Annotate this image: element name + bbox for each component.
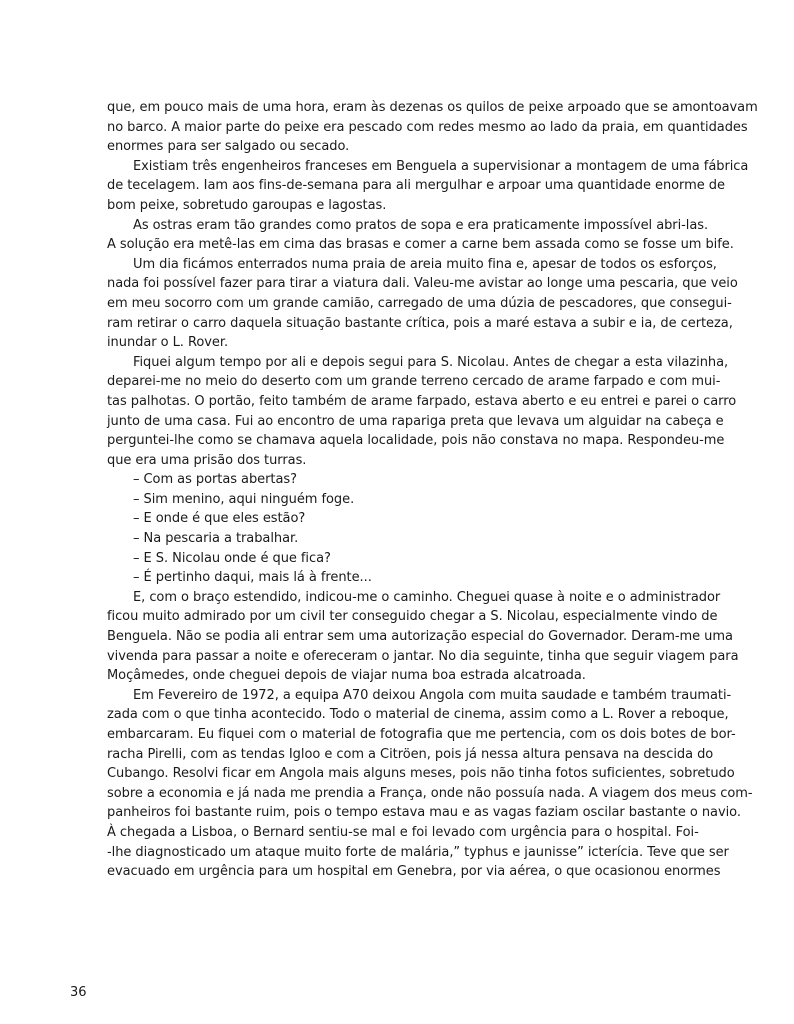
text-line: vivenda para passar a noite e ofereceram o jantar. No dia seguinte, tinha que seguir viagem para [107,648,739,664]
text-line: – Com as portas abertas? [133,472,297,488]
page-number: 36 [70,985,87,1000]
page-body-text [107,98,758,882]
text-line: embarcaram. Eu fiquei com o material de fotografia que me pertencia, com os dois botes de bor- [107,727,736,742]
text-line: Fiquei algum tempo por ali e depois segui para S. Nicolau. Antes de chegar a esta vilazinha, [133,354,729,370]
text-line: zada com o que tinha acontecido. Todo o material de cinema, assim como a L. Rover a reboque, [107,707,729,723]
text-line: panheiros foi bastante ruim, pois o tempo estava mau e as vagas faziam oscilar bastante o navio. [107,805,741,821]
text-line: tas palhotas. O portão, feito também de arame farpado, estava aberto e eu entrei e parei o carro [107,393,737,409]
text-line: -lhe diagnosticado um ataque muito forte de malária,” typhus e jaunisse” icterícia. Teve que ser [107,844,729,860]
text-line: ficou muito admirado por um civil ter conseguido chegar a S. Nicolau, especialmente vindo de [107,609,718,625]
text-line: Um dia ficámos enterrados numa praia de areia muito fina e, apesar de todos os esforços, [133,256,717,272]
text-line: em meu socorro com um grande camião, carregado de uma dúzia de pescadores, que consegui- [107,295,732,311]
text-line: que era uma prisão dos turras. [107,452,307,468]
text-line: As ostras eram tão grandes como pratos de sopa e era praticamente impossível abri-las. [133,217,709,233]
text-line: junto de uma casa. Fui ao encontro de uma rapariga preta que levava um alguidar na cabeça e [107,413,724,429]
text-line: racha Pirelli, com as tendas Igloo e com a Citröen, pois já nessa altura pensava na descida do [107,746,714,762]
text-line: deparei-me no meio do deserto com um grande terreno cercado de arame farpado e com mui- [107,374,721,390]
text-line: perguntei-lhe como se chamava aquela localidade, pois não constava no mapa. Respondeu-me [107,433,725,449]
text-line: A solução era metê-las em cima das brasas e comer a carne bem assada como se fosse um bife. [107,237,734,253]
text-line: enormes para ser salgado ou secado. [107,139,350,155]
text-line: – E onde é que eles estão? [133,511,306,527]
text-line: À chegada a Lisboa, o Bernard sentiu-se mal e foi levado com urgência para o hospital. Foi- [107,824,699,840]
text-line: bom peixe, sobretudo garoupas e lagostas. [107,197,387,213]
text-line: no barco. A maior parte do peixe era pescado com redes mesmo ao lado da praia, em quantidades [107,119,748,135]
text-line: – Na pescaria a trabalhar. [133,531,299,547]
text-line: Em Fevereiro de 1972, a equipa A70 deixou Angola com muita saudade e também traumati- [133,687,732,703]
text-line: Moçâmedes, onde cheguei depois de viajar numa boa estrada alcatroada. [107,668,586,684]
text-line: E, com o braço estendido, indicou-me o caminho. Cheguei quase à noite e o administrador [133,589,721,605]
text-line: Existiam três engenheiros franceses em Benguela a supervisionar a montagem de uma fábrica [133,158,749,174]
text-line: – Sim menino, aqui ninguém foge. [133,491,355,507]
text-line: – É pertinho daqui, mais lá à frente... [133,570,372,586]
text-line: de tecelagem. Iam aos fins-de-semana para ali mergulhar e arpoar uma quantidade enorme de [107,178,725,194]
text-line: nada foi possível fazer para tirar a viatura dali. Valeu-me avistar ao longe uma pescaria, que veio [107,276,738,292]
text-line: ram retirar o carro daquela situação bastante crítica, pois a maré estava a subir e ia, de certeza, [107,315,733,331]
text-line: sobre a economia e já nada me prendia a França, onde não possuía nada. A viagem dos meus com- [107,785,753,801]
text-line: inundar o L. Rover. [107,335,229,351]
text-line: Cubango. Resolvi ficar em Angola mais alguns meses, pois não tinha fotos suficientes, sobretudo [107,766,735,782]
text-line: – E S. Nicolau onde é que fica? [133,550,331,566]
text-line: evacuado em urgência para um hospital em Genebra, por via aérea, o que ocasionou enormes [107,864,721,880]
text-line: Benguela. Não se podia ali entrar sem uma autorização especial do Governador. Deram-me uma [107,629,733,645]
text-line: que, em pouco mais de uma hora, eram às dezenas os quilos de peixe arpoado que se amontoavam [107,100,758,115]
